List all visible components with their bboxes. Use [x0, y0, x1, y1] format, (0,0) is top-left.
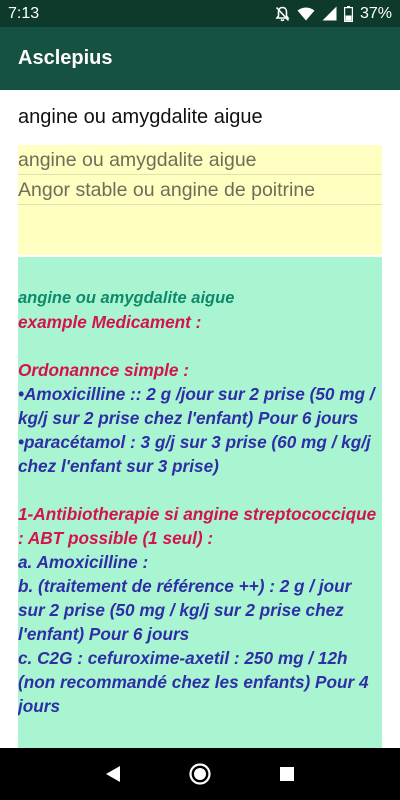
navigation-bar	[0, 748, 400, 800]
detail-panel[interactable]	[18, 257, 382, 748]
detail-line: c. C2G : cefuroxime-axetil : 250 mg / 12h (non recommandé chez les enfants) Pour 4 jours	[18, 648, 369, 716]
recents-icon	[279, 766, 295, 782]
suggestion-item[interactable]: angine ou amygdalite aigue	[18, 145, 382, 175]
battery-icon	[344, 6, 353, 22]
detail-line: b. (traitement de référence ++) : 2 g / jour sur 2 prise (50 mg / kg/j sur 2 prise chez l'enfant) Pour 6 jours	[18, 576, 352, 644]
spacer	[18, 334, 382, 358]
status-icons	[275, 5, 392, 23]
home-icon	[188, 762, 212, 786]
suggestion-item[interactable]: Angor stable ou angine de poitrine	[18, 175, 382, 205]
suggestion-list	[18, 145, 382, 255]
section-heading: 1-Antibiotherapie si angine streptococcique : ABT possible (1 seul) :	[18, 504, 377, 548]
back-button[interactable]	[93, 754, 133, 794]
wifi-icon	[297, 7, 315, 21]
example-heading: example Medicament :	[18, 312, 202, 332]
search-input[interactable]	[18, 90, 382, 145]
detail-title: angine ou amygdalite aigue	[18, 289, 235, 307]
signal-icon	[322, 6, 337, 21]
detail-line: a. Amoxicilline :	[18, 552, 149, 572]
app-bar	[0, 27, 400, 90]
main-content	[18, 90, 382, 748]
battery-percent: 37%	[359, 4, 392, 22]
app-title: Asclepius	[18, 47, 113, 69]
section-heading: Ordonannce simple :	[18, 360, 189, 380]
detail-line: •paracétamol : 3 g/j sur 3 prise (60 mg / kg/j chez l'enfant sur 3 prise)	[18, 432, 371, 476]
status-time: 7:13	[8, 4, 40, 22]
bell-off-icon	[275, 6, 290, 22]
status-bar	[0, 0, 400, 27]
spacer	[18, 478, 382, 502]
home-button[interactable]	[180, 754, 220, 794]
recents-button[interactable]	[267, 754, 307, 794]
detail-line: •Amoxicilline :: 2 g /jour sur 2 prise (50 mg / kg/j sur 2 prise chez l'enfant) Pour 6 jours	[18, 384, 375, 428]
back-icon	[105, 765, 121, 783]
